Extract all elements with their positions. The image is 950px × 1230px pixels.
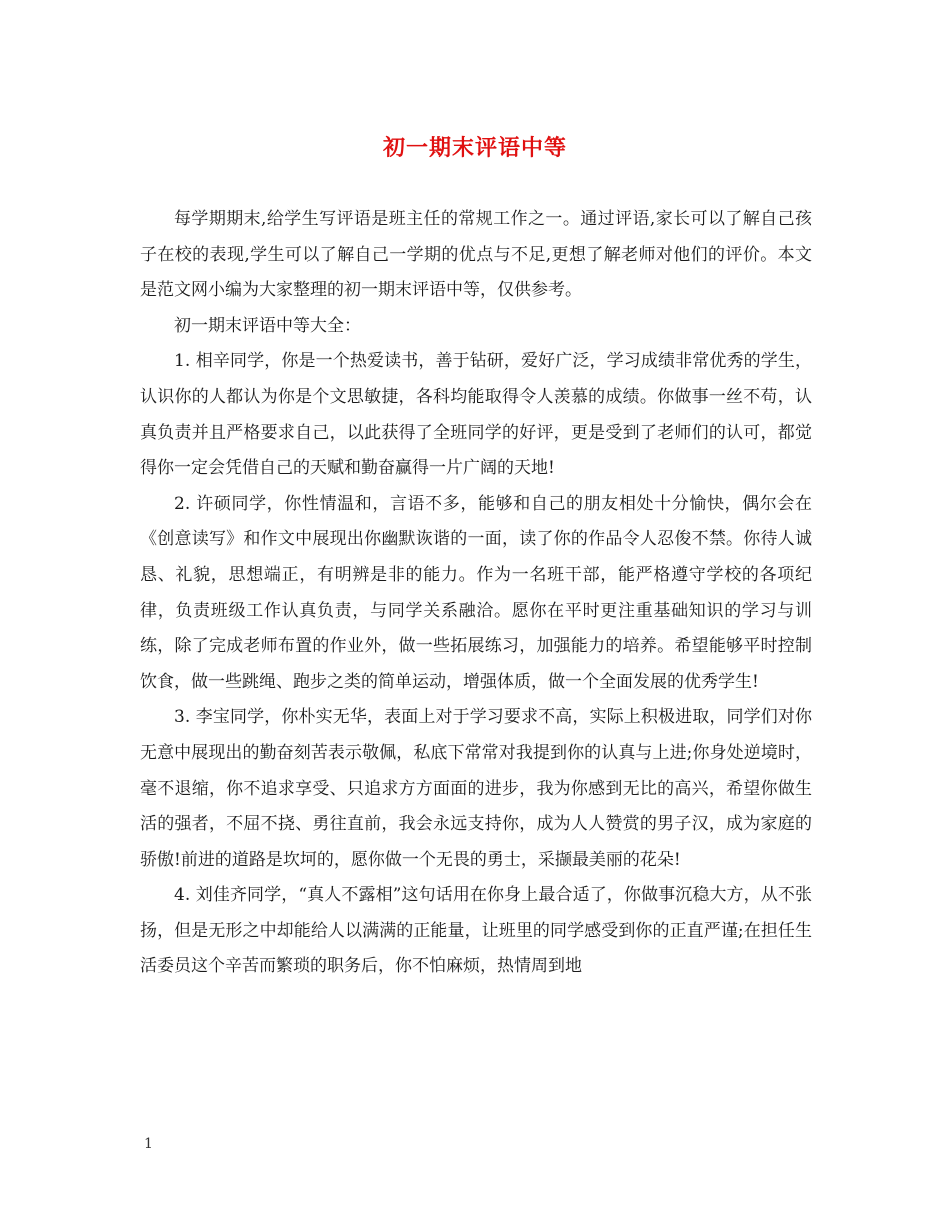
comment-paragraph-4: 4. 刘佳齐同学，“真人不露相”这句话用在你身上最合适了，你做事沉稳大方，从不张扬，但是无形之中却能给人以满满的正能量，让班里的同学感受到你的正直严谨;在担任生活委员这个辛苦而繁琐的职务后，你不怕麻烦，热情周到地: [140, 885, 812, 977]
comment-paragraph-2: 2. 许硕同学，你性情温和，言语不多，能够和自己的朋友相处十分愉快，偶尔会在《创意读写》和作文中展现出你幽默诙谐的一面，读了你的作品令人忍俊不禁。你待人诚恳、礼貌，思想端正，有明辨是非的能力。作为一名班干部，能严格遵守学校的各项纪律，负责班级工作认真负责，与同学关系融洽。愿你在平时更注重基础知识的学习与训练，除了完成老师布置的作业外，做一些拓展练习，加强能力的培养。希望能够平时控制饮食，做一些跳绳、跑步之类的简单运动，增强体质，做一个全面发展的优秀学生!: [140, 493, 812, 692]
section-heading: 初一期末评语中等大全：: [174, 315, 361, 336]
comment-paragraph-1: 1. 相辛同学，你是一个热爱读书，善于钻研，爱好广泛，学习成绩非常优秀的学生，认识你的人都认为你是个文思敏捷，各科均能取得令人羡慕的成绩。你做事一丝不苟，认真负责并且严格要求自己，以此获得了全班同学的好评，更是受到了老师们的认可，都觉得你一定会凭借自己的天赋和勤奋赢得一片广阔的天地!: [140, 351, 812, 479]
document-title: 初一期末评语中等: [382, 135, 567, 161]
document-body: [140, 202, 812, 985]
comment-paragraph-3: 3. 李宝同学，你朴实无华，表面上对于学习要求不高，实际上积极进取，同学们对你无意中展现出的勤奋刻苦表示敬佩，私底下常常对我提到你的认真与上进;你身处逆境时，毫不退缩，你不追求享受、只追求方方面面的进步，我为你感到无比的高兴，希望你做生活的强者，不屈不挠、勇往直前，我会永远支持你，成为人人赞赏的男子汉，成为家庭的骄傲!前进的道路是坎坷的，愿你做一个无畏的勇士，采撷最美丽的花朵!: [140, 707, 812, 870]
page-number: 1: [144, 1136, 153, 1152]
intro-paragraph: 每学期期末,给学生写评语是班主任的常规工作之一。通过评语,家长可以了解自己孩子在校的表现,学生可以了解自己一学期的优点与不足,更想了解老师对他们的评价。本文是范文网小编为大家整理的初一期末评语中等，仅供参考。: [140, 209, 812, 301]
